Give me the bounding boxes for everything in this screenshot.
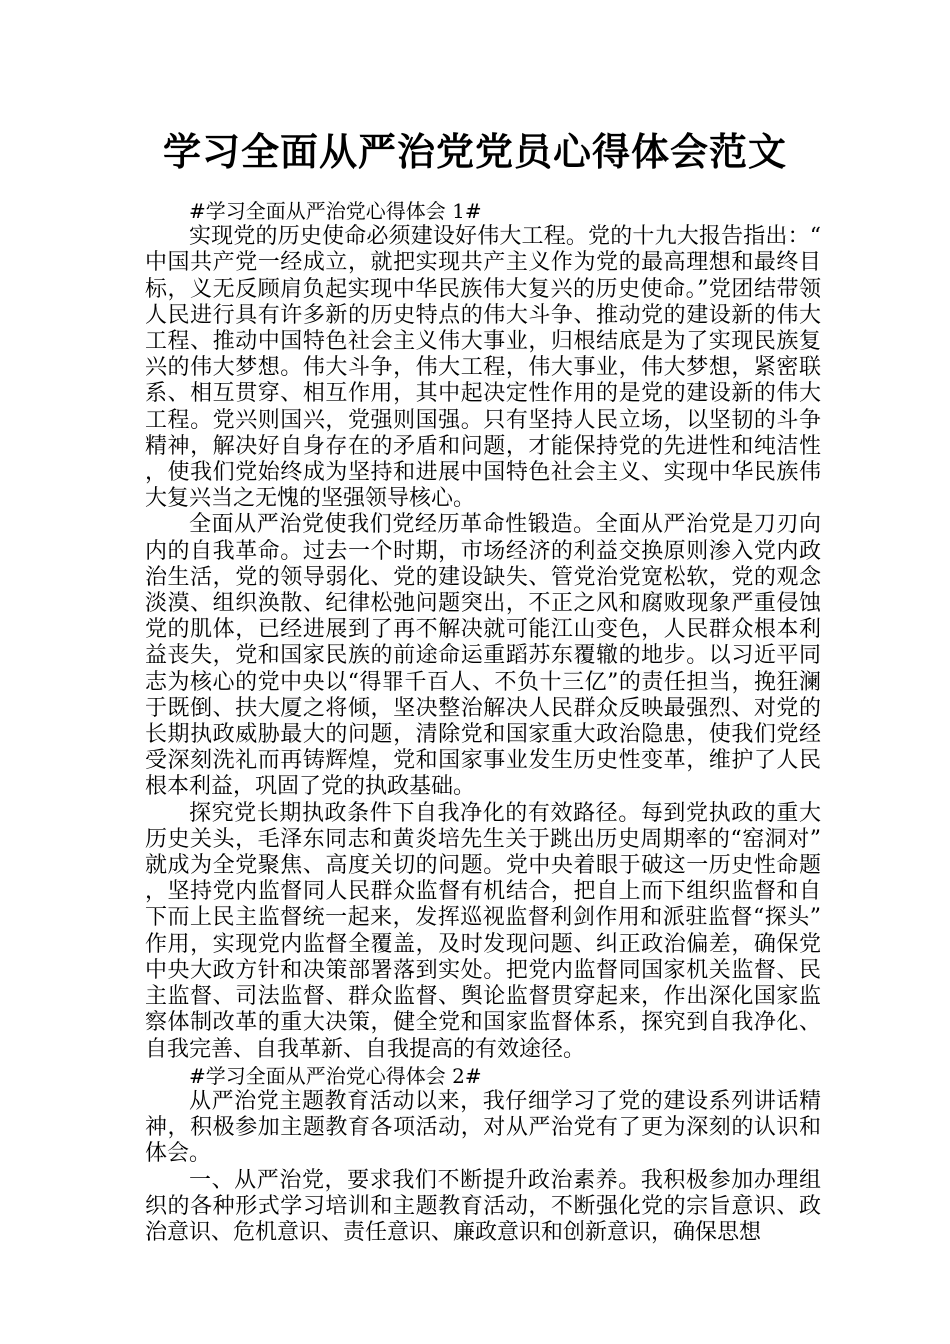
section-heading-2: #学习全面从严治党心得体会 2# [189,1063,482,1088]
paragraph: 一、从严治党，要求我们不断提升政治素养。我积极参加办理组织的各种形式学习培训和主题教育活动，不断强化党的宗旨意识、政治意识、危机意识、责任意识、廉政意识和创新意识，确保思想 [145,1167,821,1245]
paragraph: 实现党的历史使命必须建设好伟大工程。党的十九大报告指出：“中国共产党一经成立，就把实现共产主义作为党的最高理想和最终目标，义无反顾肩负起实现中华民族伟大复兴的历史使命。”党团结带领人民进行具有许多新的历史特点的伟大斗争、推动党的建设新的伟大工程、推动中国特色社会主义伟大事业，归根结底是为了实现民族复兴的伟大梦想。伟大斗争，伟大工程，伟大事业，伟大梦想，紧密联系、相互贯穿、相互作用，其中起决定性作用的是党的建设新的伟大工程。党兴则国兴，党强则国强。只有坚持人民立场，以坚韧的斗争精神，解决好自身存在的矛盾和问题，才能保持党的先进性和纯洁性，使我们党始终成为坚持和进展中国特色社会主义、实现中华民族伟大复兴当之无愧的坚强领导核心。 [145,224,821,512]
document-title: 学习全面从严治党党员心得体会范文 [162,130,787,174]
document-body [145,198,821,1246]
section-heading-1: #学习全面从严治党心得体会 1# [189,199,482,223]
paragraph: 全面从严治党使我们党经历革命性锻造。全面从严治党是刀刃向内的自我革命。过去一个时期，市场经济的利益交换原则渗入党内政治生活，党的领导弱化、党的建设缺失、管党治党宽松软，党的观念淡漠、组织涣散、纪律松弛问题突出，不正之风和腐败现象严重侵蚀党的肌体，已经进展到了再不解决就可能江山变色，人民群众根本利益丧失，党和国家民族的前途命运重蹈苏东覆辙的地步。以习近平同志为核心的党中央以“得罪千百人、不负十三亿”的责任担当，挽狂澜于既倒、扶大厦之将倾，坚决整治解决人民群众反映最强烈、对党的长期执政威胁最大的问题，清除党和国家重大政治隐患，使我们党经受深刻洗礼而再铸辉煌，党和国家事业发生历史性变革，维护了人民根本利益，巩固了党的执政基础。 [145,512,821,800]
paragraph: 从严治党主题教育活动以来，我仔细学习了党的建设系列讲话精神，积极参加主题教育各项活动，对从严治党有了更为深刻的认识和体会。 [145,1088,821,1167]
paragraph: 探究党长期执政条件下自我净化的有效路径。每到党执政的重大历史关头，毛泽东同志和黄炎培先生关于跳出历史周期率的“窑洞对”就成为全党聚焦、高度关切的问题。党中央着眼于破这一历史性命题，坚持党内监督同人民群众监督有机结合，把自上而下组织监督和自下而上民主监督统一起来，发挥巡视监督利剑作用和派驻监督“探头”作用，实现党内监督全覆盖，及时发现问题、纠正政治偏差，确保党中央大政方针和决策部署落到实处。把党内监督同国家机关监督、民主监督、司法监督、群众监督、舆论监督贯穿起来，作出深化国家监察体制改革的重大决策，健全党和国家监督体系，探究到自我净化、自我完善、自我革新、自我提高的有效途径。 [145,800,821,1062]
